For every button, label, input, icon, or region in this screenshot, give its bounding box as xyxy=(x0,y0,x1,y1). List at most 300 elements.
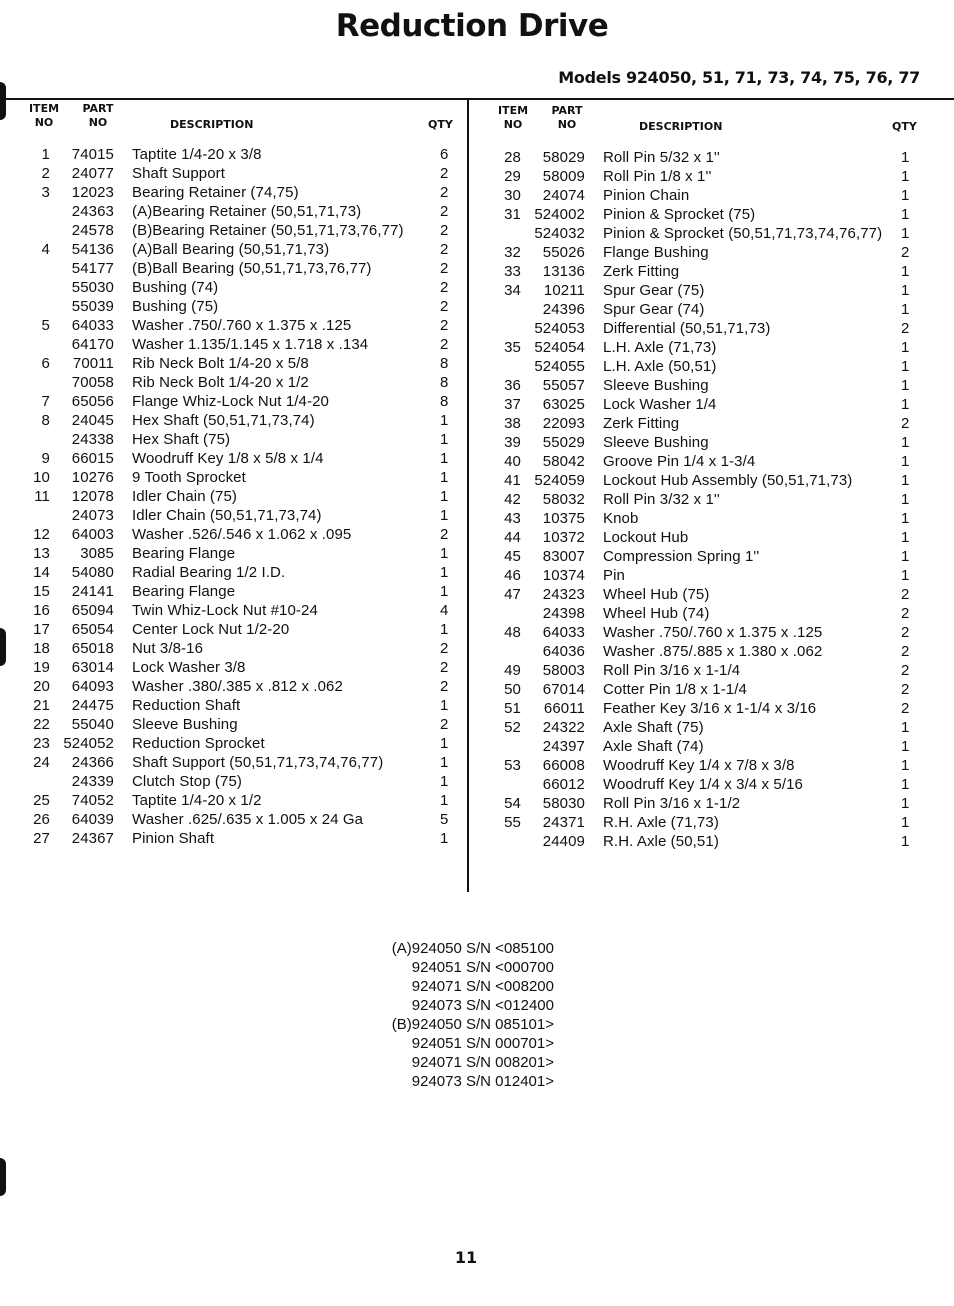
item-number: 2 xyxy=(41,165,50,182)
part-number: 54177 xyxy=(71,260,114,277)
part-quantity: 2 xyxy=(440,336,449,353)
part-description: Woodruff Key 1/4 x 3/4 x 5/16 xyxy=(603,776,803,793)
parts-row xyxy=(0,601,467,620)
part-description: Roll Pin 1/8 x 1'' xyxy=(603,168,712,185)
part-no-header xyxy=(80,102,116,130)
part-quantity: 1 xyxy=(440,773,449,790)
part-header-line2: NO xyxy=(557,118,577,131)
part-number: 12078 xyxy=(71,488,114,505)
parts-row xyxy=(0,259,467,278)
parts-row xyxy=(469,756,954,775)
part-quantity: 2 xyxy=(440,203,449,220)
part-number: 64033 xyxy=(542,624,585,641)
item-number: 53 xyxy=(504,757,521,774)
part-number: 3085 xyxy=(80,545,114,562)
serial-number-notes xyxy=(380,939,554,1091)
part-description: Wheel Hub (75) xyxy=(603,586,710,603)
part-number: 24475 xyxy=(71,697,114,714)
part-description: Pinion & Sprocket (75) xyxy=(603,206,756,223)
parts-row xyxy=(0,582,467,601)
parts-row xyxy=(0,449,467,468)
parts-row xyxy=(0,658,467,677)
part-number: 24409 xyxy=(542,833,585,850)
part-quantity: 1 xyxy=(901,548,910,565)
part-quantity: 1 xyxy=(901,225,910,242)
parts-row xyxy=(0,753,467,772)
part-description: Washer .380/.385 x .812 x .062 xyxy=(132,678,343,695)
part-quantity: 2 xyxy=(901,662,910,679)
part-description: Woodruff Key 1/4 x 7/8 x 3/8 xyxy=(603,757,795,774)
parts-row xyxy=(0,487,467,506)
part-description: L.H. Axle (71,73) xyxy=(603,339,717,356)
part-number: 24339 xyxy=(71,773,114,790)
part-number: 524059 xyxy=(534,472,585,489)
parts-row xyxy=(0,297,467,316)
part-number: 24074 xyxy=(542,187,585,204)
part-description: Reduction Shaft xyxy=(132,697,241,714)
item-number: 19 xyxy=(33,659,50,676)
part-number: 24363 xyxy=(71,203,114,220)
part-description: Sleeve Bushing xyxy=(603,377,709,394)
serial-note-line: 924073 S/N 012401> xyxy=(411,1073,554,1090)
part-number: 24323 xyxy=(542,586,585,603)
part-quantity: 1 xyxy=(440,545,449,562)
item-number: 23 xyxy=(33,735,50,752)
part-description: Rib Neck Bolt 1/4-20 x 1/2 xyxy=(132,374,309,391)
part-number: 12023 xyxy=(71,184,114,201)
part-number: 55030 xyxy=(71,279,114,296)
parts-row xyxy=(469,490,954,509)
item-number: 31 xyxy=(504,206,521,223)
part-quantity: 1 xyxy=(440,488,449,505)
part-quantity: 1 xyxy=(901,719,910,736)
parts-row xyxy=(469,813,954,832)
part-number: 524055 xyxy=(534,358,585,375)
item-number: 4 xyxy=(41,241,50,258)
parts-row xyxy=(469,623,954,642)
parts-row xyxy=(0,563,467,582)
part-quantity: 2 xyxy=(440,526,449,543)
part-number: 74015 xyxy=(71,146,114,163)
part-quantity: 6 xyxy=(440,146,449,163)
part-number: 22093 xyxy=(542,415,585,432)
part-quantity: 1 xyxy=(901,795,910,812)
part-description: Flange Bushing xyxy=(603,244,709,261)
part-quantity: 1 xyxy=(440,507,449,524)
item-number: 40 xyxy=(504,453,521,470)
part-number: 24367 xyxy=(71,830,114,847)
parts-row xyxy=(469,775,954,794)
item-header-line2: NO xyxy=(34,116,54,129)
parts-row xyxy=(469,642,954,661)
part-number: 24045 xyxy=(71,412,114,429)
part-quantity: 2 xyxy=(440,222,449,239)
parts-row xyxy=(0,734,467,753)
part-description: Washer .526/.546 x 1.062 x .095 xyxy=(132,526,352,543)
part-description: Pinion Chain xyxy=(603,187,690,204)
models-subtitle: Models 924050, 51, 71, 73, 74, 75, 76, 77 xyxy=(558,68,920,87)
binder-hole-mark xyxy=(0,1158,6,1196)
item-number: 46 xyxy=(504,567,521,584)
part-description: (A)Bearing Retainer (50,51,71,73) xyxy=(132,203,362,220)
item-number: 52 xyxy=(504,719,521,736)
part-description: Spur Gear (75) xyxy=(603,282,705,299)
part-description: L.H. Axle (50,51) xyxy=(603,358,717,375)
part-description: (A)Ball Bearing (50,51,71,73) xyxy=(132,241,330,258)
part-quantity: 1 xyxy=(901,377,910,394)
part-number: 524053 xyxy=(534,320,585,337)
parts-row xyxy=(0,183,467,202)
item-number: 49 xyxy=(504,662,521,679)
item-number: 37 xyxy=(504,396,521,413)
part-quantity: 2 xyxy=(440,184,449,201)
part-quantity: 1 xyxy=(901,453,910,470)
part-number: 24398 xyxy=(542,605,585,622)
part-quantity: 1 xyxy=(901,168,910,185)
part-number: 10276 xyxy=(71,469,114,486)
item-number: 14 xyxy=(33,564,50,581)
part-number: 524032 xyxy=(534,225,585,242)
part-description: Rib Neck Bolt 1/4-20 x 5/8 xyxy=(132,355,309,372)
item-number: 32 xyxy=(504,244,521,261)
part-quantity: 1 xyxy=(440,621,449,638)
parts-row xyxy=(469,680,954,699)
part-description: Sleeve Bushing xyxy=(132,716,238,733)
part-number: 65054 xyxy=(71,621,114,638)
serial-note-line: 924071 S/N <008200 xyxy=(411,978,554,995)
item-number: 43 xyxy=(504,510,521,527)
part-quantity: 2 xyxy=(901,586,910,603)
description-header: DESCRIPTION xyxy=(170,118,254,131)
part-number: 13136 xyxy=(542,263,585,280)
part-number: 64039 xyxy=(71,811,114,828)
part-quantity: 1 xyxy=(440,583,449,600)
parts-row xyxy=(469,319,954,338)
parts-row xyxy=(0,639,467,658)
item-number: 30 xyxy=(504,187,521,204)
parts-row xyxy=(469,604,954,623)
part-quantity: 1 xyxy=(901,757,910,774)
left-parts-list xyxy=(0,145,467,848)
part-quantity: 2 xyxy=(440,260,449,277)
part-description: Washer .750/.760 x 1.375 x .125 xyxy=(132,317,352,334)
part-quantity: 1 xyxy=(440,450,449,467)
part-number: 70011 xyxy=(72,355,114,372)
item-number: 24 xyxy=(33,754,50,771)
parts-row xyxy=(0,202,467,221)
part-description: Radial Bearing 1/2 I.D. xyxy=(132,564,286,581)
parts-row xyxy=(469,357,954,376)
part-number: 64093 xyxy=(71,678,114,695)
part-number: 524054 xyxy=(534,339,585,356)
parts-row xyxy=(0,240,467,259)
part-number: 24396 xyxy=(542,301,585,318)
parts-row xyxy=(469,338,954,357)
part-description: (B)Bearing Retainer (50,51,71,73,76,77) xyxy=(132,222,404,239)
part-number: 63025 xyxy=(542,396,585,413)
parts-row xyxy=(0,354,467,373)
part-quantity: 2 xyxy=(440,298,449,315)
parts-row xyxy=(0,392,467,411)
item-number: 42 xyxy=(504,491,521,508)
part-quantity: 2 xyxy=(901,605,910,622)
item-number: 20 xyxy=(33,678,50,695)
part-description: Reduction Sprocket xyxy=(132,735,265,752)
part-header-line2: NO xyxy=(88,116,108,129)
parts-row xyxy=(469,395,954,414)
part-number: 24077 xyxy=(71,165,114,182)
part-description: Idler Chain (75) xyxy=(132,488,237,505)
part-number: 58042 xyxy=(542,453,585,470)
item-header-line1: ITEM xyxy=(497,104,529,117)
part-description: Zerk Fitting xyxy=(603,263,680,280)
part-number: 66011 xyxy=(543,700,585,717)
part-description: Nut 3/8-16 xyxy=(132,640,204,657)
part-quantity: 1 xyxy=(901,776,910,793)
part-number: 67014 xyxy=(542,681,585,698)
parts-row xyxy=(469,300,954,319)
item-number: 8 xyxy=(41,412,50,429)
part-description: Cotter Pin 1/8 x 1-1/4 xyxy=(603,681,747,698)
part-number: 54080 xyxy=(71,564,114,581)
part-description: Pinion & Sprocket (50,51,71,73,74,76,77) xyxy=(603,225,883,242)
part-quantity: 1 xyxy=(440,754,449,771)
parts-row xyxy=(0,468,467,487)
parts-row xyxy=(469,471,954,490)
parts-row xyxy=(469,452,954,471)
item-number: 26 xyxy=(33,811,50,828)
part-number: 24322 xyxy=(542,719,585,736)
parts-row xyxy=(469,148,954,167)
page-title: Reduction Drive xyxy=(335,8,609,44)
parts-row xyxy=(0,829,467,848)
part-quantity: 2 xyxy=(440,716,449,733)
part-quantity: 1 xyxy=(901,358,910,375)
part-number: 55039 xyxy=(71,298,114,315)
item-header-line1: ITEM xyxy=(28,102,60,115)
part-description: R.H. Axle (50,51) xyxy=(603,833,719,850)
parts-row xyxy=(0,430,467,449)
part-quantity: 2 xyxy=(901,681,910,698)
part-quantity: 1 xyxy=(901,738,910,755)
part-quantity: 2 xyxy=(440,659,449,676)
part-description: Compression Spring 1'' xyxy=(603,548,760,565)
serial-note-line: 924073 S/N <012400 xyxy=(411,997,554,1014)
part-description: Bearing Retainer (74,75) xyxy=(132,184,299,201)
part-description: Differential (50,51,71,73) xyxy=(603,320,771,337)
part-description: Hex Shaft (75) xyxy=(132,431,231,448)
parts-row xyxy=(0,677,467,696)
part-number: 10374 xyxy=(542,567,585,584)
part-quantity: 1 xyxy=(901,263,910,280)
part-quantity: 1 xyxy=(440,792,449,809)
header-divider xyxy=(0,98,954,100)
parts-row xyxy=(0,411,467,430)
part-no-header xyxy=(549,104,585,132)
part-number: 58003 xyxy=(542,662,585,679)
part-quantity: 2 xyxy=(901,415,910,432)
part-description: Twin Whiz-Lock Nut #10-24 xyxy=(132,602,318,619)
part-quantity: 1 xyxy=(901,529,910,546)
part-number: 54136 xyxy=(71,241,114,258)
parts-row xyxy=(469,528,954,547)
item-number: 39 xyxy=(504,434,521,451)
part-description: Sleeve Bushing xyxy=(603,434,709,451)
item-number: 45 xyxy=(504,548,521,565)
parts-row xyxy=(469,547,954,566)
part-quantity: 2 xyxy=(901,320,910,337)
part-quantity: 1 xyxy=(440,564,449,581)
parts-row xyxy=(469,661,954,680)
parts-row xyxy=(0,791,467,810)
part-description: Feather Key 3/16 x 1-1/4 x 3/16 xyxy=(603,700,817,717)
right-parts-list xyxy=(469,148,954,851)
item-number: 15 xyxy=(33,583,50,600)
right-column-header xyxy=(469,104,954,134)
part-number: 24366 xyxy=(71,754,114,771)
parts-row xyxy=(0,335,467,354)
parts-row xyxy=(0,164,467,183)
parts-row xyxy=(469,243,954,262)
part-number: 55040 xyxy=(71,716,114,733)
part-description: Spur Gear (74) xyxy=(603,301,705,318)
description-header: DESCRIPTION xyxy=(639,120,723,133)
parts-row xyxy=(469,737,954,756)
part-description: R.H. Axle (71,73) xyxy=(603,814,719,831)
part-description: Lock Washer 3/8 xyxy=(132,659,246,676)
parts-row xyxy=(469,585,954,604)
part-quantity: 2 xyxy=(440,165,449,182)
part-number: 64170 xyxy=(71,336,114,353)
item-header-line2: NO xyxy=(503,118,523,131)
part-number: 24338 xyxy=(71,431,114,448)
part-description: Shaft Support (50,51,71,73,74,76,77) xyxy=(132,754,384,771)
parts-row xyxy=(0,316,467,335)
parts-row xyxy=(469,699,954,718)
part-quantity: 2 xyxy=(440,678,449,695)
qty-header: QTY xyxy=(428,118,453,131)
part-header-line1: PART xyxy=(82,102,114,115)
part-description: Flange Whiz-Lock Nut 1/4-20 xyxy=(132,393,329,410)
parts-row xyxy=(469,224,954,243)
part-description: Shaft Support xyxy=(132,165,226,182)
part-quantity: 1 xyxy=(901,339,910,356)
part-quantity: 2 xyxy=(901,643,910,660)
part-quantity: 2 xyxy=(901,244,910,261)
part-quantity: 1 xyxy=(440,830,449,847)
part-quantity: 5 xyxy=(440,811,449,828)
part-description: Taptite 1/4-20 x 3/8 xyxy=(132,146,262,163)
serial-note-line: (A)924050 S/N <085100 xyxy=(391,940,554,957)
part-quantity: 2 xyxy=(901,624,910,641)
item-number: 1 xyxy=(41,146,50,163)
item-number: 28 xyxy=(504,149,521,166)
part-quantity: 1 xyxy=(440,469,449,486)
part-number: 24397 xyxy=(542,738,585,755)
part-description: Washer .875/.885 x 1.380 x .062 xyxy=(603,643,823,660)
item-number: 21 xyxy=(33,697,50,714)
part-description: Lockout Hub Assembly (50,51,71,73) xyxy=(603,472,853,489)
part-number: 24371 xyxy=(542,814,585,831)
parts-row xyxy=(469,186,954,205)
parts-row xyxy=(0,506,467,525)
part-number: 63014 xyxy=(71,659,114,676)
parts-row xyxy=(0,525,467,544)
parts-row xyxy=(469,433,954,452)
item-number: 3 xyxy=(41,184,50,201)
part-quantity: 2 xyxy=(440,317,449,334)
parts-row xyxy=(0,715,467,734)
serial-note-line: 924051 S/N <000700 xyxy=(411,959,554,976)
part-description: Roll Pin 3/32 x 1'' xyxy=(603,491,720,508)
part-quantity: 2 xyxy=(440,241,449,258)
item-number: 35 xyxy=(504,339,521,356)
parts-row xyxy=(469,832,954,851)
part-description: Lockout Hub xyxy=(603,529,689,546)
part-quantity: 1 xyxy=(440,412,449,429)
item-number: 10 xyxy=(33,469,50,486)
part-quantity: 1 xyxy=(901,187,910,204)
part-number: 524052 xyxy=(63,735,114,752)
parts-row xyxy=(0,145,467,164)
item-number: 11 xyxy=(34,488,50,505)
parts-row xyxy=(469,167,954,186)
part-number: 70058 xyxy=(71,374,114,391)
item-number: 12 xyxy=(33,526,50,543)
serial-note-line: (B)924050 S/N 085101> xyxy=(391,1016,554,1033)
part-description: Lock Washer 1/4 xyxy=(603,396,717,413)
part-quantity: 2 xyxy=(440,640,449,657)
parts-row xyxy=(469,509,954,528)
parts-row xyxy=(0,278,467,297)
part-number: 83007 xyxy=(542,548,585,565)
part-number: 65056 xyxy=(71,393,114,410)
part-description: Woodruff Key 1/8 x 5/8 x 1/4 xyxy=(132,450,324,467)
item-number: 34 xyxy=(504,282,521,299)
part-number: 55026 xyxy=(542,244,585,261)
item-number: 22 xyxy=(33,716,50,733)
part-description: (B)Ball Bearing (50,51,71,73,76,77) xyxy=(132,260,372,277)
part-number: 65094 xyxy=(71,602,114,619)
part-quantity: 1 xyxy=(901,282,910,299)
part-number: 66008 xyxy=(542,757,585,774)
item-number: 13 xyxy=(33,545,50,562)
part-quantity: 1 xyxy=(901,491,910,508)
part-quantity: 2 xyxy=(901,700,910,717)
item-number: 44 xyxy=(504,529,521,546)
item-number: 16 xyxy=(33,602,50,619)
part-description: Washer 1.135/1.145 x 1.718 x .134 xyxy=(132,336,369,353)
parts-row xyxy=(469,281,954,300)
item-number: 54 xyxy=(504,795,521,812)
part-quantity: 8 xyxy=(440,393,449,410)
part-description: Axle Shaft (75) xyxy=(603,719,704,736)
parts-row xyxy=(0,373,467,392)
parts-row xyxy=(469,205,954,224)
part-description: Center Lock Nut 1/2-20 xyxy=(132,621,290,638)
item-no-header xyxy=(26,102,62,130)
part-quantity: 1 xyxy=(901,814,910,831)
item-number: 47 xyxy=(504,586,521,603)
item-number: 36 xyxy=(504,377,521,394)
part-quantity: 1 xyxy=(901,434,910,451)
part-number: 58032 xyxy=(542,491,585,508)
part-description: Roll Pin 5/32 x 1'' xyxy=(603,149,720,166)
part-number: 24141 xyxy=(71,583,114,600)
part-number: 10375 xyxy=(542,510,585,527)
item-number: 48 xyxy=(504,624,521,641)
item-number: 6 xyxy=(41,355,50,372)
